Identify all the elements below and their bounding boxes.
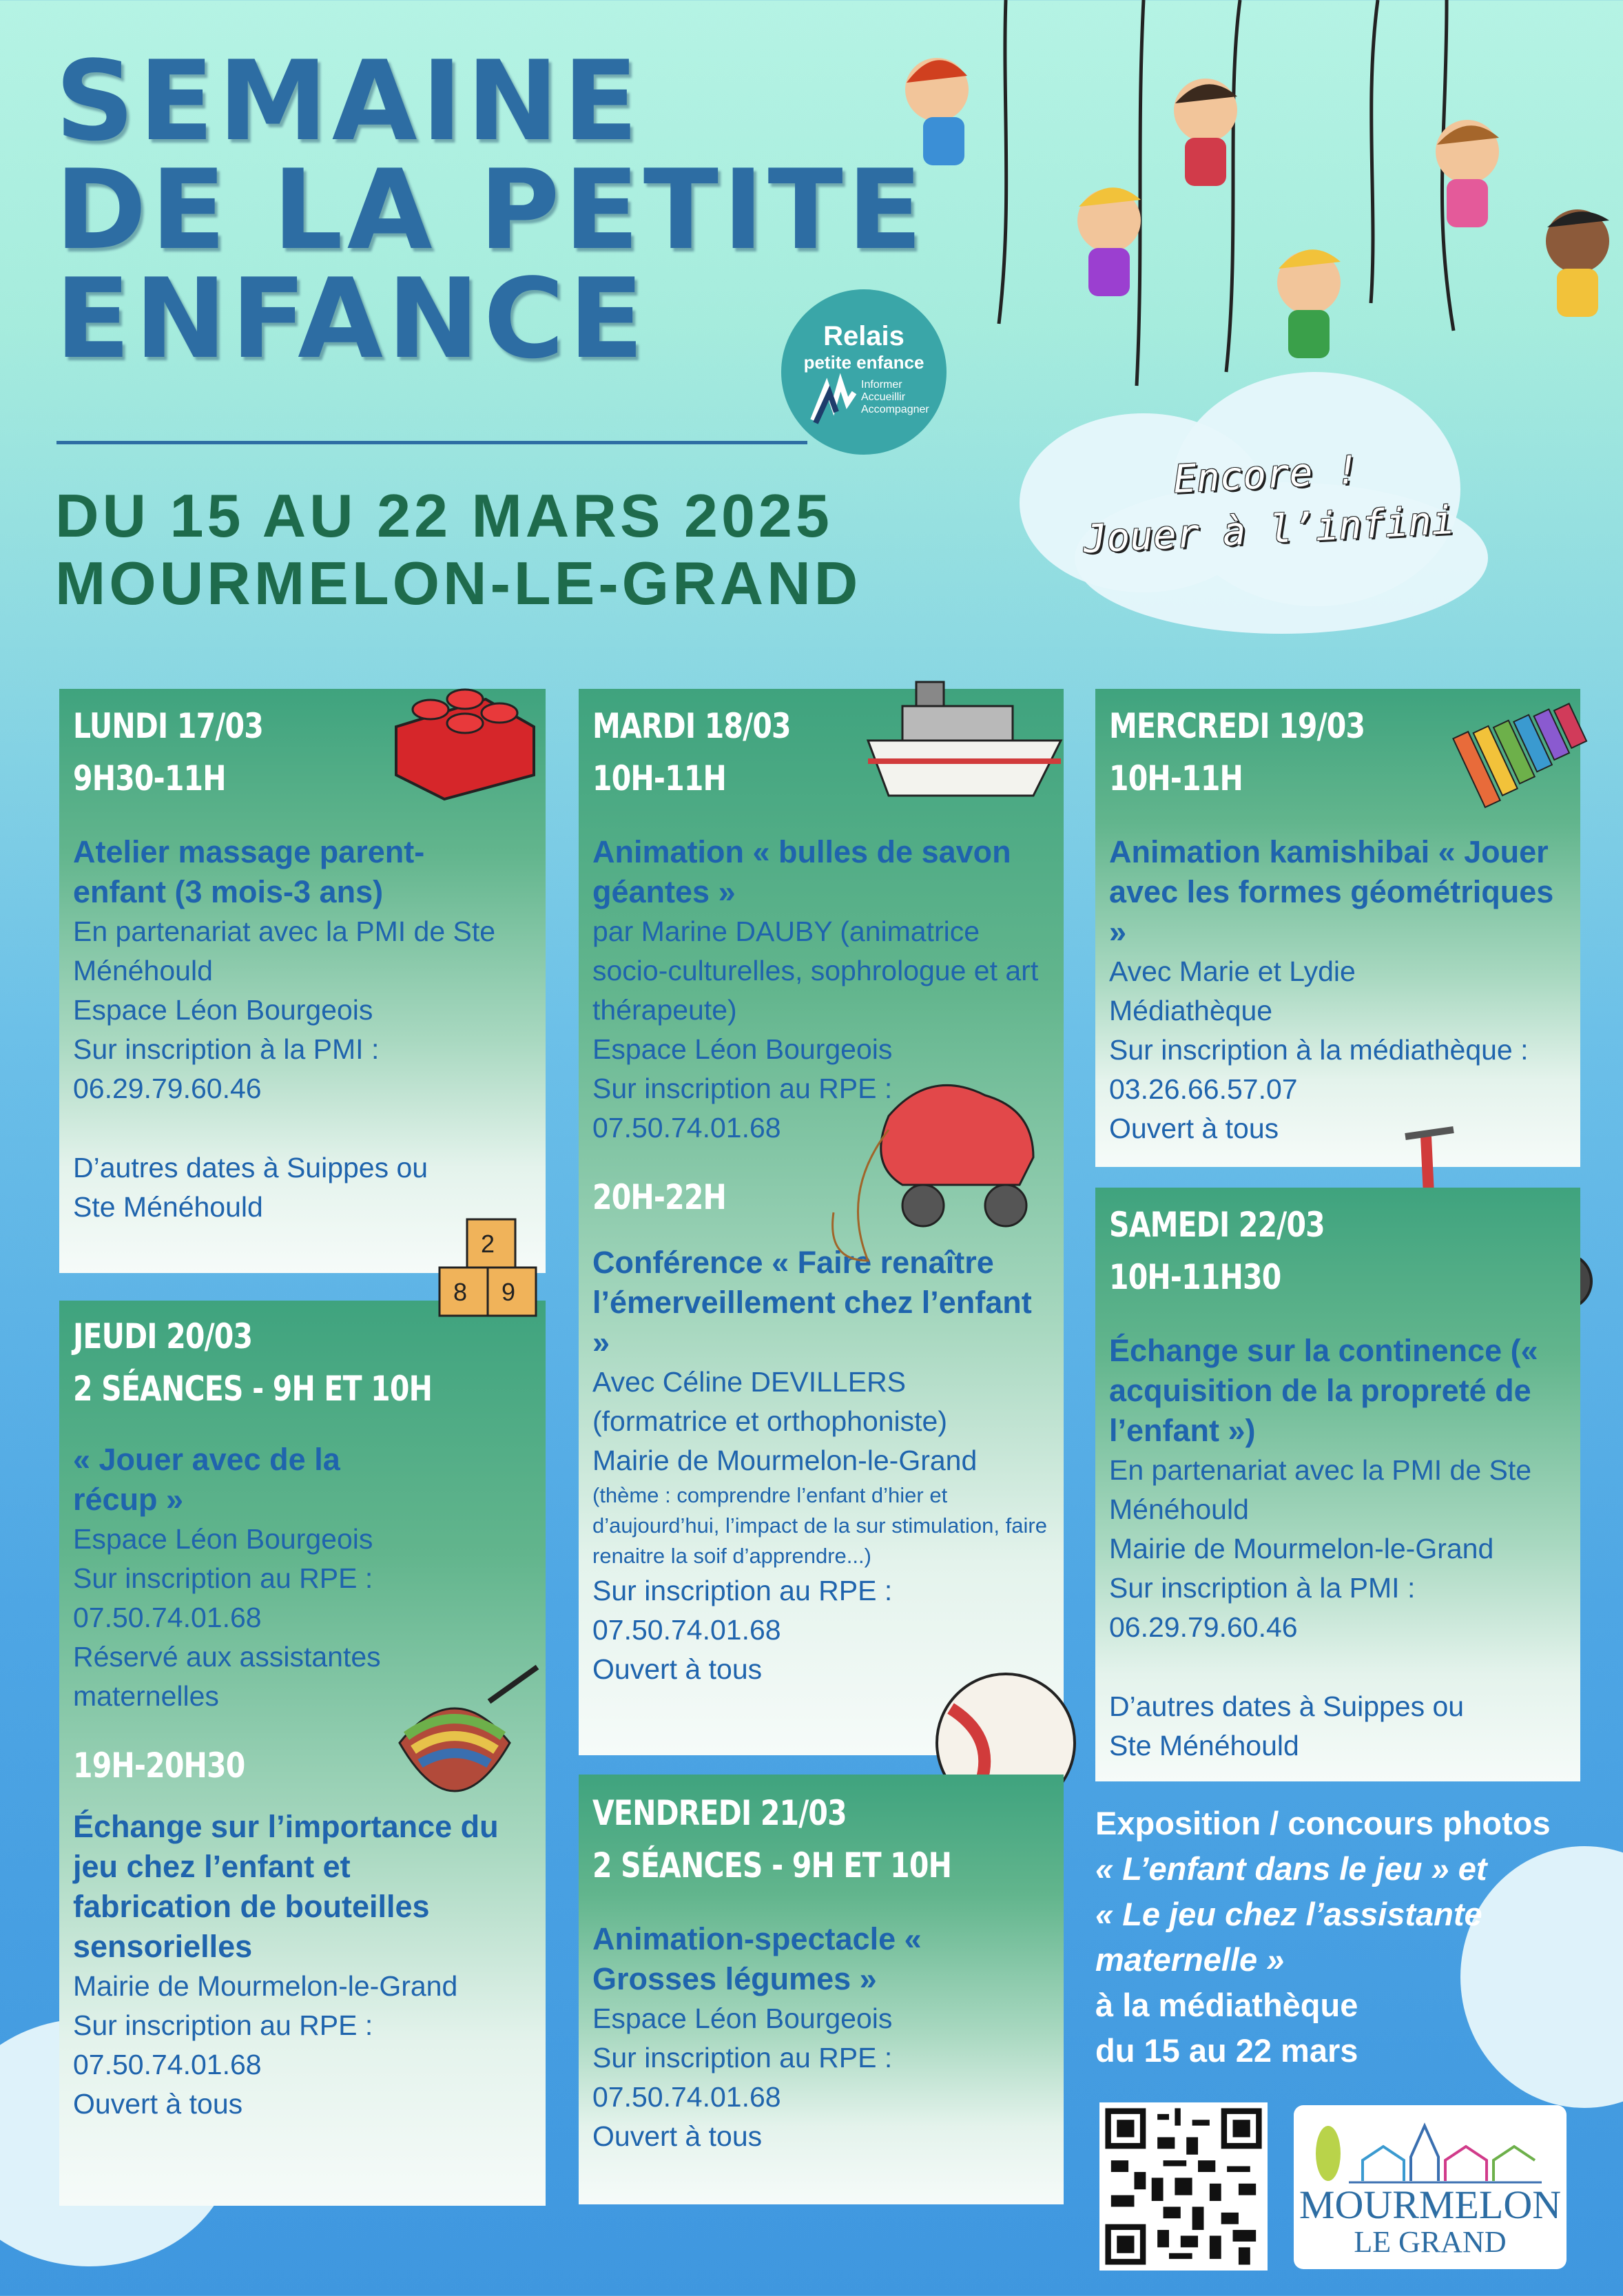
event-text: Sur inscription à la PMI : [1109,1572,1416,1604]
day-time: 10H-11H30 [1109,1257,1281,1297]
event-text: Espace Léon Bourgeois [592,1033,893,1065]
expo-line: du 15 au 22 mars [1095,2032,1358,2069]
expo-line: à la médiathèque [1095,1987,1358,2023]
badge-line: Accompagner [861,404,929,415]
event-title: Animation « bulles de savon géantes » [592,834,1011,909]
svg-text:8: 8 [453,1278,468,1306]
day-heading: SAMEDI 22/03 [1109,1205,1325,1245]
number-blocks-icon [426,1212,564,1336]
town-skyline-icon [1307,2119,1553,2188]
motto-line-1: Encore ! [1172,448,1361,503]
event-text: Avec Marie et Lydie [1109,955,1356,987]
event-text: Mairie de Mourmelon-le-Grand [73,1970,458,2002]
event-text: Mairie de Mourmelon-le-Grand [1109,1533,1494,1564]
event-note: D’autres dates à Suippes ou Ste Ménéhould [1109,1690,1465,1761]
event-text: Sur inscription au RPE : [592,1073,893,1104]
title-line-3: ENFANCE [55,254,648,383]
hands-icon [806,372,861,427]
event-phone: 06.29.79.60.46 [73,1073,262,1104]
card-samedi [1095,1188,1580,1781]
title-divider [56,441,807,444]
xylophone-icon [1440,668,1605,813]
day-time-2: 19H-20H30 [73,1746,245,1786]
event-text: Sur inscription au RPE : [73,2009,373,2041]
expo-line: « L’enfant dans le jeu » et [1095,1850,1487,1887]
climbing-children-illustration [882,0,1623,427]
event-text: Médiathèque [1109,995,1273,1026]
expo-line: « Le jeu chez l’assistante maternelle » [1095,1896,1482,1978]
title-line-1: SEMAINE [55,37,643,165]
event-dates: DU 15 AU 22 MARS 2025 [55,482,833,550]
event-phone: 03.26.66.57.07 [1109,1073,1298,1105]
motto-line-2: Jouer à l’infini [1082,497,1456,563]
town-logo [1294,2105,1567,2269]
event-phone: 06.29.79.60.46 [1109,1611,1298,1643]
event-text: Sur inscription au RPE : [592,2042,893,2073]
event-text: En partenariat avec la PMI de Ste Ménéhould [73,916,496,986]
spinning-top-icon [372,1660,551,1839]
event-phone: 07.50.74.01.68 [592,1614,781,1646]
event-theme: (thème : comprendre l’enfant d’hier et d’aujourd’hui, l’impact de la sur stimulation, faire renaitre la soif d’apprendre...) [592,1483,1047,1568]
event-text: Sur inscription au RPE : [592,1575,893,1606]
event-note: Ouvert à tous [592,1653,763,1685]
logo-town-name: MOURMELON [1299,2182,1562,2227]
event-dates-block [55,482,861,617]
badge-line: Informer [861,379,902,391]
event-phone: 07.50.74.01.68 [592,1112,781,1144]
day-time: 10H-11H [592,758,727,798]
event-title: Échange sur la continence (« acquisition de la propreté de l’enfant ») [1109,1333,1538,1448]
event-text: Sur inscription au RPE : [73,1562,373,1594]
day-time: 10H-11H [1109,758,1243,798]
expo-line: Exposition / concours photos [1095,1805,1551,1841]
title-line-2: DE LA PETITE [55,145,927,274]
day-time: 2 SÉANCES - 9H ET 10H [73,1369,433,1409]
svg-text:9: 9 [502,1278,516,1306]
event-note: Réservé aux assistantes maternelles [73,1641,381,1712]
event-note: Ouvert à tous [592,2120,763,2152]
event-text: Espace Léon Bourgeois [73,1523,373,1555]
day-heading: JEUDI 20/03 [73,1316,253,1356]
event-text: Avec Céline DEVILLERS (formatrice et orthophoniste) [592,1366,948,1437]
event-text: Espace Léon Bourgeois [73,994,373,1026]
event-text: Sur inscription à la médiathèque : [1109,1034,1529,1066]
card-vendredi [579,1775,1064,2204]
day-time: 2 SÉANCES - 9H ET 10H [592,1845,952,1885]
event-title-2: Conférence « Faire renaître l’émerveillement chez l’enfant » [592,1245,1032,1360]
exposition-notice [1095,1801,1591,2073]
day-time-2: 20H-22H [592,1177,727,1217]
day-heading: LUNDI 17/03 [73,706,263,746]
day-heading: VENDREDI 21/03 [592,1793,847,1833]
event-text: par Marine DAUBY (animatrice socio-culturelles, sophrologue et art thérapeute) [592,916,1039,1026]
event-phone: 07.50.74.01.68 [73,2049,262,2080]
elephant-pull-toy-icon [827,1054,1088,1274]
toy-boat-icon [861,679,1068,803]
event-title: « Jouer avec de la récup » [73,1442,340,1517]
event-title: Atelier massage parent-enfant (3 mois-3 ans) [73,834,425,909]
event-title: Animation kamishibai « Jouer avec les formes géométriques » [1109,834,1554,949]
event-note: Ouvert à tous [73,2088,243,2120]
event-text: Sur inscription à la PMI : [73,1033,380,1065]
event-title-2: Échange sur l’importance du jeu chez l’enfant et fabrication de bouteilles sensorielles [73,1809,499,1964]
qr-code[interactable] [1099,2102,1268,2271]
event-city: MOURMELON-LE-GRAND [55,549,862,617]
lego-brick-icon [382,672,548,803]
badge-title: Relais [823,321,904,351]
event-phone: 07.50.74.01.68 [73,1602,262,1633]
event-text: Espace Léon Bourgeois [592,2003,893,2034]
svg-text:2: 2 [481,1230,495,1258]
logo-town-subname: LE GRAND [1354,2225,1507,2259]
event-phone: 07.50.74.01.68 [592,2081,781,2113]
relais-badge [781,289,947,455]
day-heading: MARDI 18/03 [592,706,791,746]
badge-subtitle: petite enfance [803,352,924,373]
event-note: Ouvert à tous [1109,1113,1279,1144]
day-time: 9H30-11H [73,758,226,798]
badge-line: Accueillir [861,391,906,403]
event-text: Mairie de Mourmelon-le-Grand [592,1445,978,1476]
day-heading: MERCREDI 19/03 [1109,706,1365,746]
event-note: D’autres dates à Suippes ou Ste Ménéhould [73,1152,428,1223]
event-text: En partenariat avec la PMI de Ste Ménéhould [1109,1454,1532,1525]
event-title: Animation-spectacle « Grosses légumes » [592,1921,922,1996]
